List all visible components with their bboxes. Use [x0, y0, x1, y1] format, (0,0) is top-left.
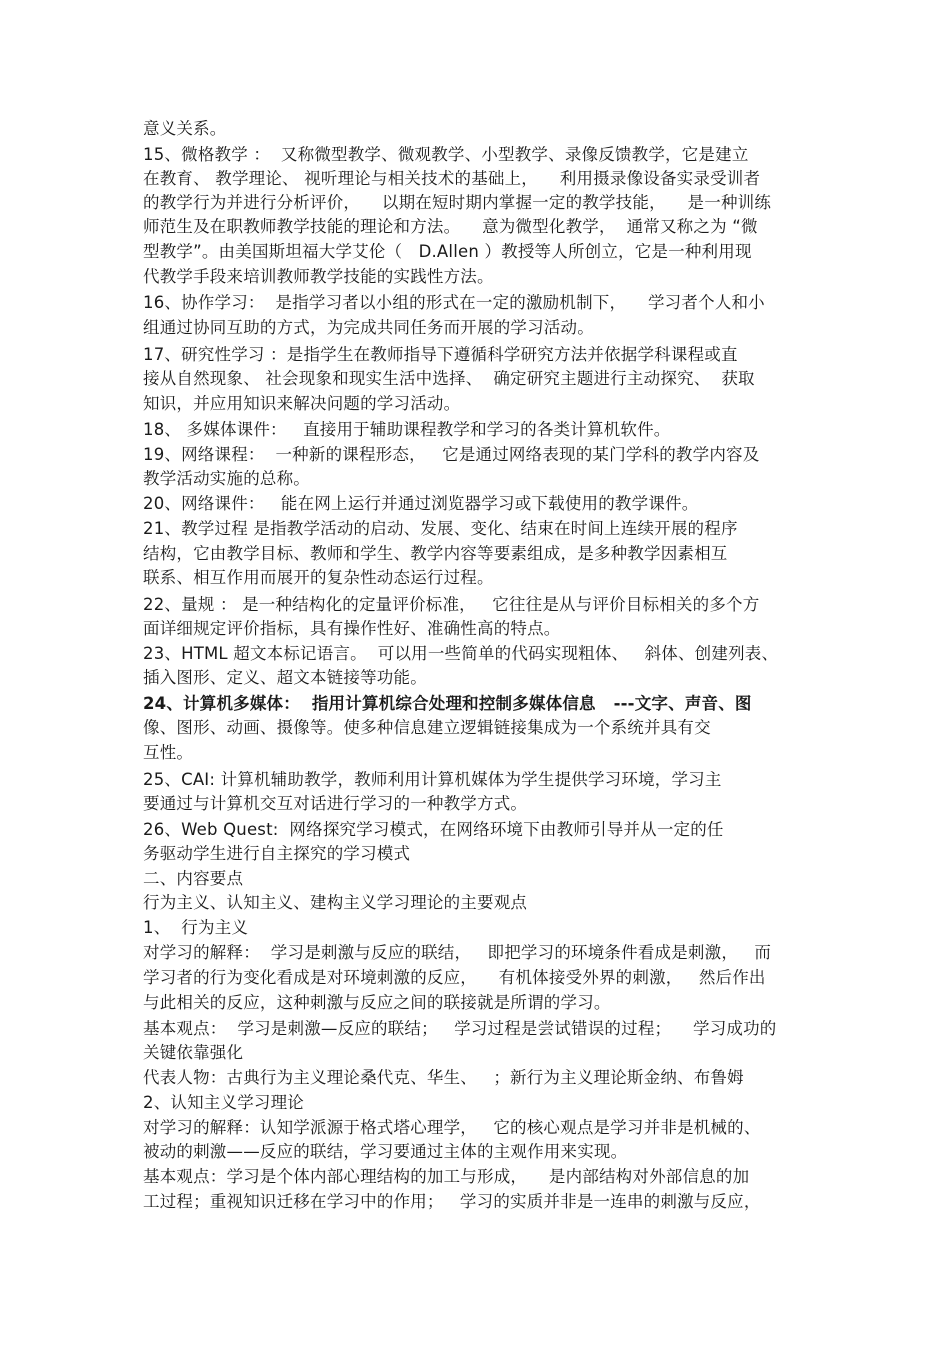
text-line: 教学活动实施的总称。	[143, 469, 310, 488]
text-line: 被动的刺激——反应的联结，学习要通过主体的主观作用来实现。	[143, 1142, 628, 1161]
text-line: 22、量规 ： 是一种结构化的定量评价标准， 它往往是从与评价目标相关的多个方	[143, 595, 760, 614]
text-line: 19、网络课程： 一种新的课程形态， 它是通过网络表现的某门学科的教学内容及	[143, 445, 760, 464]
text-line: 25、CAI: 计算机辅助教学，教师利用计算机媒体为学生提供学习环境，学习主	[143, 770, 722, 789]
text-line: 16、协作学习： 是指学习者以小组的形式在一定的激励机制下， 学习者个人和小	[143, 293, 765, 312]
text-line: 与此相关的反应，这种刺激与反应之间的联接就是所谓的学习。	[143, 993, 611, 1012]
text-line: 面详细规定评价指标，具有操作性好、准确性高的特点。	[143, 619, 561, 638]
text-line: 二、内容要点	[143, 869, 244, 888]
text-line: 像、图形、动画、摄像等。使多种信息建立逻辑链接集成为一个系统并具有交	[143, 718, 711, 737]
text-line: 插入图形、定义、超文本链接等功能。	[143, 668, 427, 687]
text-line: 2、认知主义学习理论	[143, 1093, 304, 1112]
text-line: 关键依靠强化	[143, 1043, 244, 1062]
text-line: 接从自然现象、 社会现象和现实生活中选择、 确定研究主题进行主动探究、 获取	[143, 369, 755, 388]
text-line: 学习者的行为变化看成是对环境刺激的反应， 有机体接受外界的刺激， 然后作出	[143, 968, 766, 987]
text-line: 26、Web Quest: 网络探究学习模式，在网络环境下由教师引导并从一定的任	[143, 820, 724, 839]
text-line: 意义关系。	[143, 119, 227, 138]
text-line: 师范生及在职教师教学技能的理论和方法。 意为微型化教学， 通常又称之为 “微	[143, 217, 758, 236]
text-line: 24、计算机多媒体： 指用计算机综合处理和控制多媒体信息 ---文字、声音、图	[143, 694, 752, 713]
text-line: 要通过与计算机交互对话进行学习的一种教学方式。	[143, 794, 528, 813]
text-line: 型教学”。由美国斯坦福大学艾伦（ D.Allen ）教授等人所创立，它是一种利用现	[143, 242, 752, 261]
text-line: 基本观点：学习是个体内部心理结构的加工与形成， 是内部结构对外部信息的加	[143, 1167, 750, 1186]
text-line: 结构，它由教学目标、教师和学生、教学内容等要素组成，是多种教学因素相互	[143, 544, 728, 563]
text-line: 代教学手段来培训教师教学技能的实践性方法。	[143, 267, 494, 286]
text-line: 的教学行为并进行分析评价， 以期在短时期内掌握一定的教学技能， 是一种训练	[143, 193, 772, 212]
text-line: 21、教学过程 是指教学活动的启动、发展、变化、结束在时间上连续开展的程序	[143, 519, 738, 538]
text-line: 18、 多媒体课件： 直接用于辅助课程教学和学习的各类计算机软件。	[143, 420, 671, 439]
text-line: 17、研究性学习 ：是指学生在教师指导下遵循科学研究方法并依据学科课程或直	[143, 345, 738, 364]
text-line: 工过程；重视知识迁移在学习中的作用； 学习的实质并非是一连串的刺激与反应，	[143, 1192, 761, 1211]
text-line: 代表人物：古典行为主义理论桑代克、华生、 ；新行为主义理论斯金纳、布鲁姆	[143, 1068, 744, 1087]
text-line: 23、HTML 超文本标记语言。 可以用一些简单的代码实现粗体、 斜体、创建列表、	[143, 644, 779, 663]
text-line: 联系、相互作用而展开的复杂性动态运行过程。	[143, 568, 494, 587]
text-line: 知识，并应用知识来解决问题的学习活动。	[143, 394, 461, 413]
text-line: 行为主义、认知主义、建构主义学习理论的主要观点	[143, 893, 528, 912]
text-line: 对学习的解释： 学习是刺激与反应的联结， 即把学习的环境条件看成是刺激， 而	[143, 943, 772, 962]
text-line: 1、 行为主义	[143, 918, 249, 937]
text-line: 务驱动学生进行自主探究的学习模式	[143, 844, 411, 863]
text-line: 组通过协同互助的方式，为完成共同任务而开展的学习活动。	[143, 318, 594, 337]
text-line: 在教育、 教学理论、 视听理论与相关技术的基础上， 利用摄录像设备实录受训者	[143, 169, 761, 188]
text-line: 基本观点： 学习是刺激—反应的联结； 学习过程是尝试错误的过程； 学习成功的	[143, 1019, 777, 1038]
text-line: 对学习的解释：认知学派源于格式塔心理学， 它的核心观点是学习并非是机械的、	[143, 1118, 761, 1137]
text-line: 20、网络课件： 能在网上运行并通过浏览器学习或下载使用的教学课件。	[143, 494, 699, 513]
text-line: 15、微格教学 ： 又称微型教学、微观教学、小型教学、录像反馈教学，它是建立	[143, 145, 749, 164]
text-line: 互性。	[143, 743, 194, 762]
